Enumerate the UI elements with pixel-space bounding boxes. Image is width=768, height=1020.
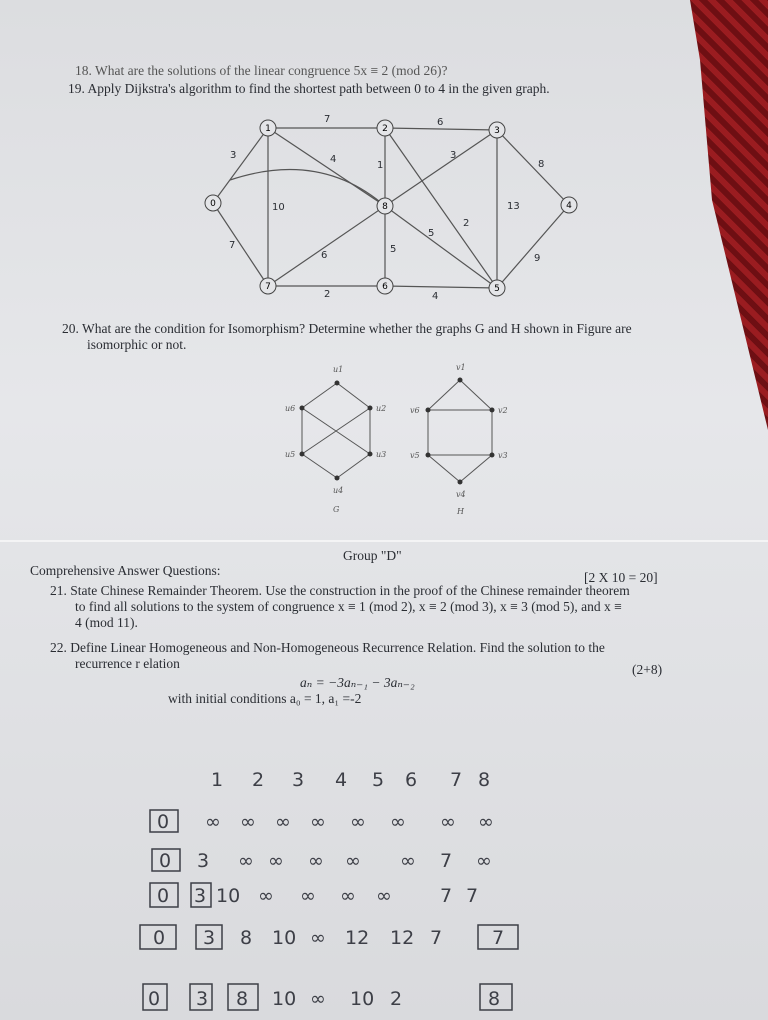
w-3-8: 3 — [450, 150, 457, 161]
hw-header-row — [211, 769, 490, 791]
label-v5: v5 — [410, 451, 420, 460]
node-8 — [377, 198, 393, 214]
svg-text:7: 7 — [440, 885, 453, 907]
svg-text:5: 5 — [494, 284, 500, 294]
w-6-5: 4 — [432, 291, 439, 302]
question-20-cont: isomorphic or not. — [87, 337, 187, 352]
svg-text:∞: ∞ — [310, 927, 326, 949]
svg-text:∞: ∞ — [310, 811, 326, 833]
svg-text:3: 3 — [194, 885, 207, 907]
edge-2-3 — [385, 128, 497, 130]
question-22: 22. Define Linear Homogeneous and Non-Homogeneous Recurrence Relation. Find the solution to the — [50, 640, 605, 655]
hw-row-4 — [140, 925, 518, 949]
g-vertex-u4 — [335, 476, 340, 481]
edge-0-7 — [213, 203, 268, 286]
label-v4: v4 — [456, 490, 466, 499]
hw-row-5 — [143, 984, 512, 1010]
svg-text:∞: ∞ — [240, 811, 256, 833]
label-u6: u6 — [285, 404, 296, 413]
node-2 — [377, 120, 393, 136]
svg-text:7: 7 — [440, 850, 453, 872]
edge-8-5 — [385, 206, 497, 288]
edge-1-8 — [268, 128, 385, 206]
question-21-cont-1: to find all solutions to the system of congruence x ≡ 1 (mod 2), x ≡ 2 (mod 3), x ≡ 3 (mod 5), and x ≡ — [75, 599, 622, 614]
h-vertex-v1 — [458, 378, 463, 383]
svg-text:∞: ∞ — [205, 811, 221, 833]
w-8-5: 5 — [428, 228, 435, 239]
svg-text:0: 0 — [157, 885, 170, 907]
svg-text:10: 10 — [272, 927, 297, 949]
w-3-4: 8 — [538, 159, 545, 170]
g-vertex-u2 — [368, 406, 373, 411]
svg-text:∞: ∞ — [478, 811, 494, 833]
svg-text:∞: ∞ — [440, 811, 456, 833]
question-18: 18. What are the solutions of the linear congruence 5x ≡ 2 (mod 26)? — [75, 63, 448, 78]
edge-0-1 — [213, 128, 268, 203]
w-1-7: 10 — [272, 202, 285, 213]
label-v6: v6 — [410, 406, 420, 415]
node-4 — [561, 197, 577, 213]
svg-text:0: 0 — [210, 199, 216, 209]
svg-text:0: 0 — [153, 927, 166, 949]
w-2-3: 6 — [437, 117, 444, 128]
svg-text:5: 5 — [372, 769, 385, 791]
node-3 — [489, 122, 505, 138]
svg-text:3: 3 — [292, 769, 305, 791]
w-2-5: 2 — [463, 218, 470, 229]
section-heading: Comprehensive Answer Questions: — [30, 563, 221, 578]
edge-4-5 — [497, 205, 569, 288]
recurrence-equation: aₙ = −3aₙ₋₁ − 3aₙ₋₂ — [300, 675, 415, 690]
w-7-6: 2 — [324, 289, 331, 300]
svg-text:10: 10 — [272, 988, 297, 1010]
edge-6-5 — [385, 286, 497, 288]
w-4-5: 9 — [534, 253, 541, 264]
h-vertex-v3 — [490, 453, 495, 458]
question-22-cont: recurrence r elation — [75, 656, 180, 671]
node-7 — [260, 278, 276, 294]
svg-text:∞: ∞ — [310, 988, 326, 1010]
svg-text:3: 3 — [196, 988, 209, 1010]
hw-row-1 — [150, 810, 494, 833]
svg-text:∞: ∞ — [258, 885, 274, 907]
svg-text:12: 12 — [345, 927, 370, 949]
svg-text:0: 0 — [157, 811, 170, 833]
svg-text:∞: ∞ — [275, 811, 291, 833]
w-2-8: 1 — [377, 160, 384, 171]
label-u2: u2 — [376, 404, 387, 413]
svg-text:∞: ∞ — [476, 850, 492, 872]
h-vertex-v2 — [490, 408, 495, 413]
label-v3: v3 — [498, 451, 508, 460]
question-21: 21. State Chinese Remainder Theorem. Use the construction in the proof of the Chinese remainder theorem — [50, 583, 630, 598]
svg-text:2: 2 — [390, 988, 403, 1010]
svg-text:∞: ∞ — [308, 850, 324, 872]
svg-text:4: 4 — [335, 769, 348, 791]
label-u1: u1 — [333, 365, 344, 374]
h-vertex-v6 — [426, 408, 431, 413]
svg-text:2: 2 — [382, 124, 388, 134]
svg-text:∞: ∞ — [390, 811, 406, 833]
svg-text:7: 7 — [492, 927, 505, 949]
w-3-5: 13 — [507, 201, 520, 212]
svg-text:12: 12 — [390, 927, 415, 949]
label-u5: u5 — [285, 450, 296, 459]
label-u4: u4 — [333, 486, 344, 495]
svg-text:∞: ∞ — [300, 885, 316, 907]
node-6 — [377, 278, 393, 294]
w-1-8: 4 — [330, 154, 337, 165]
w-0-1: 3 — [230, 150, 237, 161]
svg-text:∞: ∞ — [268, 850, 284, 872]
h-vertex-v5 — [426, 453, 431, 458]
svg-text:7: 7 — [430, 927, 443, 949]
edge-2-5 — [385, 128, 497, 288]
label-g: G — [333, 505, 340, 514]
svg-text:1: 1 — [265, 124, 271, 134]
h-vertex-v4 — [458, 480, 463, 485]
edge-7-8 — [268, 206, 385, 286]
svg-text:∞: ∞ — [400, 850, 416, 872]
question-19: 19. Apply Dijkstra's algorithm to find the shortest path between 0 to 4 in the given graph. — [68, 81, 550, 96]
svg-text:7: 7 — [265, 282, 271, 292]
svg-text:∞: ∞ — [238, 850, 254, 872]
question-22-marks: (2+8) — [632, 662, 663, 677]
hw-row-2 — [152, 849, 492, 872]
svg-text:1: 1 — [211, 769, 224, 791]
graph-g — [302, 383, 370, 478]
svg-text:8: 8 — [478, 769, 491, 791]
svg-text:∞: ∞ — [350, 811, 366, 833]
question-20: 20. What are the condition for Isomorphism? Determine whether the graphs G and H shown in Figure are — [62, 321, 632, 336]
edge-3-4 — [497, 130, 569, 205]
svg-text:2: 2 — [252, 769, 265, 791]
svg-text:8: 8 — [488, 988, 501, 1010]
svg-text:0: 0 — [148, 988, 161, 1010]
svg-text:10: 10 — [216, 885, 241, 907]
svg-text:7: 7 — [450, 769, 463, 791]
svg-text:6: 6 — [405, 769, 418, 791]
w-7-8: 6 — [321, 250, 328, 261]
svg-text:8: 8 — [240, 927, 253, 949]
g-vertex-u5 — [300, 452, 305, 457]
group-heading: Group "D" — [343, 548, 402, 563]
edge-3-8 — [385, 130, 497, 206]
initial-conditions: with initial conditions a₀ = 1, a₁ =-2 — [168, 691, 362, 706]
svg-text:10: 10 — [350, 988, 375, 1010]
g-vertex-u1 — [335, 381, 340, 386]
w-1-2: 7 — [324, 114, 331, 125]
w-0-7: 7 — [229, 240, 236, 251]
pencil-mark — [230, 170, 385, 206]
node-5 — [489, 280, 505, 296]
svg-text:3: 3 — [203, 927, 216, 949]
label-u3: u3 — [376, 450, 387, 459]
node-0 — [205, 195, 221, 211]
svg-text:∞: ∞ — [345, 850, 361, 872]
label-h: H — [457, 507, 464, 516]
question-21-cont-2: 4 (mod 11). — [75, 615, 138, 630]
svg-text:∞: ∞ — [340, 885, 356, 907]
hw-row-3 — [150, 883, 478, 907]
node-1 — [260, 120, 276, 136]
label-v1: v1 — [456, 363, 466, 372]
g-vertex-u3 — [368, 452, 373, 457]
handwritten-table — [140, 769, 518, 1010]
svg-text:3: 3 — [197, 850, 210, 872]
svg-text:8: 8 — [382, 202, 388, 212]
g-vertex-u6 — [300, 406, 305, 411]
svg-text:4: 4 — [566, 201, 572, 211]
section-marks: [2 X 10 = 20] — [584, 570, 658, 585]
svg-text:∞: ∞ — [376, 885, 392, 907]
graph-h — [428, 380, 492, 482]
svg-text:7: 7 — [466, 885, 479, 907]
w-8-6: 5 — [390, 244, 397, 255]
svg-text:6: 6 — [382, 282, 388, 292]
svg-text:0: 0 — [159, 850, 172, 872]
svg-text:3: 3 — [494, 126, 500, 136]
label-v2: v2 — [498, 406, 508, 415]
svg-text:8: 8 — [236, 988, 249, 1010]
